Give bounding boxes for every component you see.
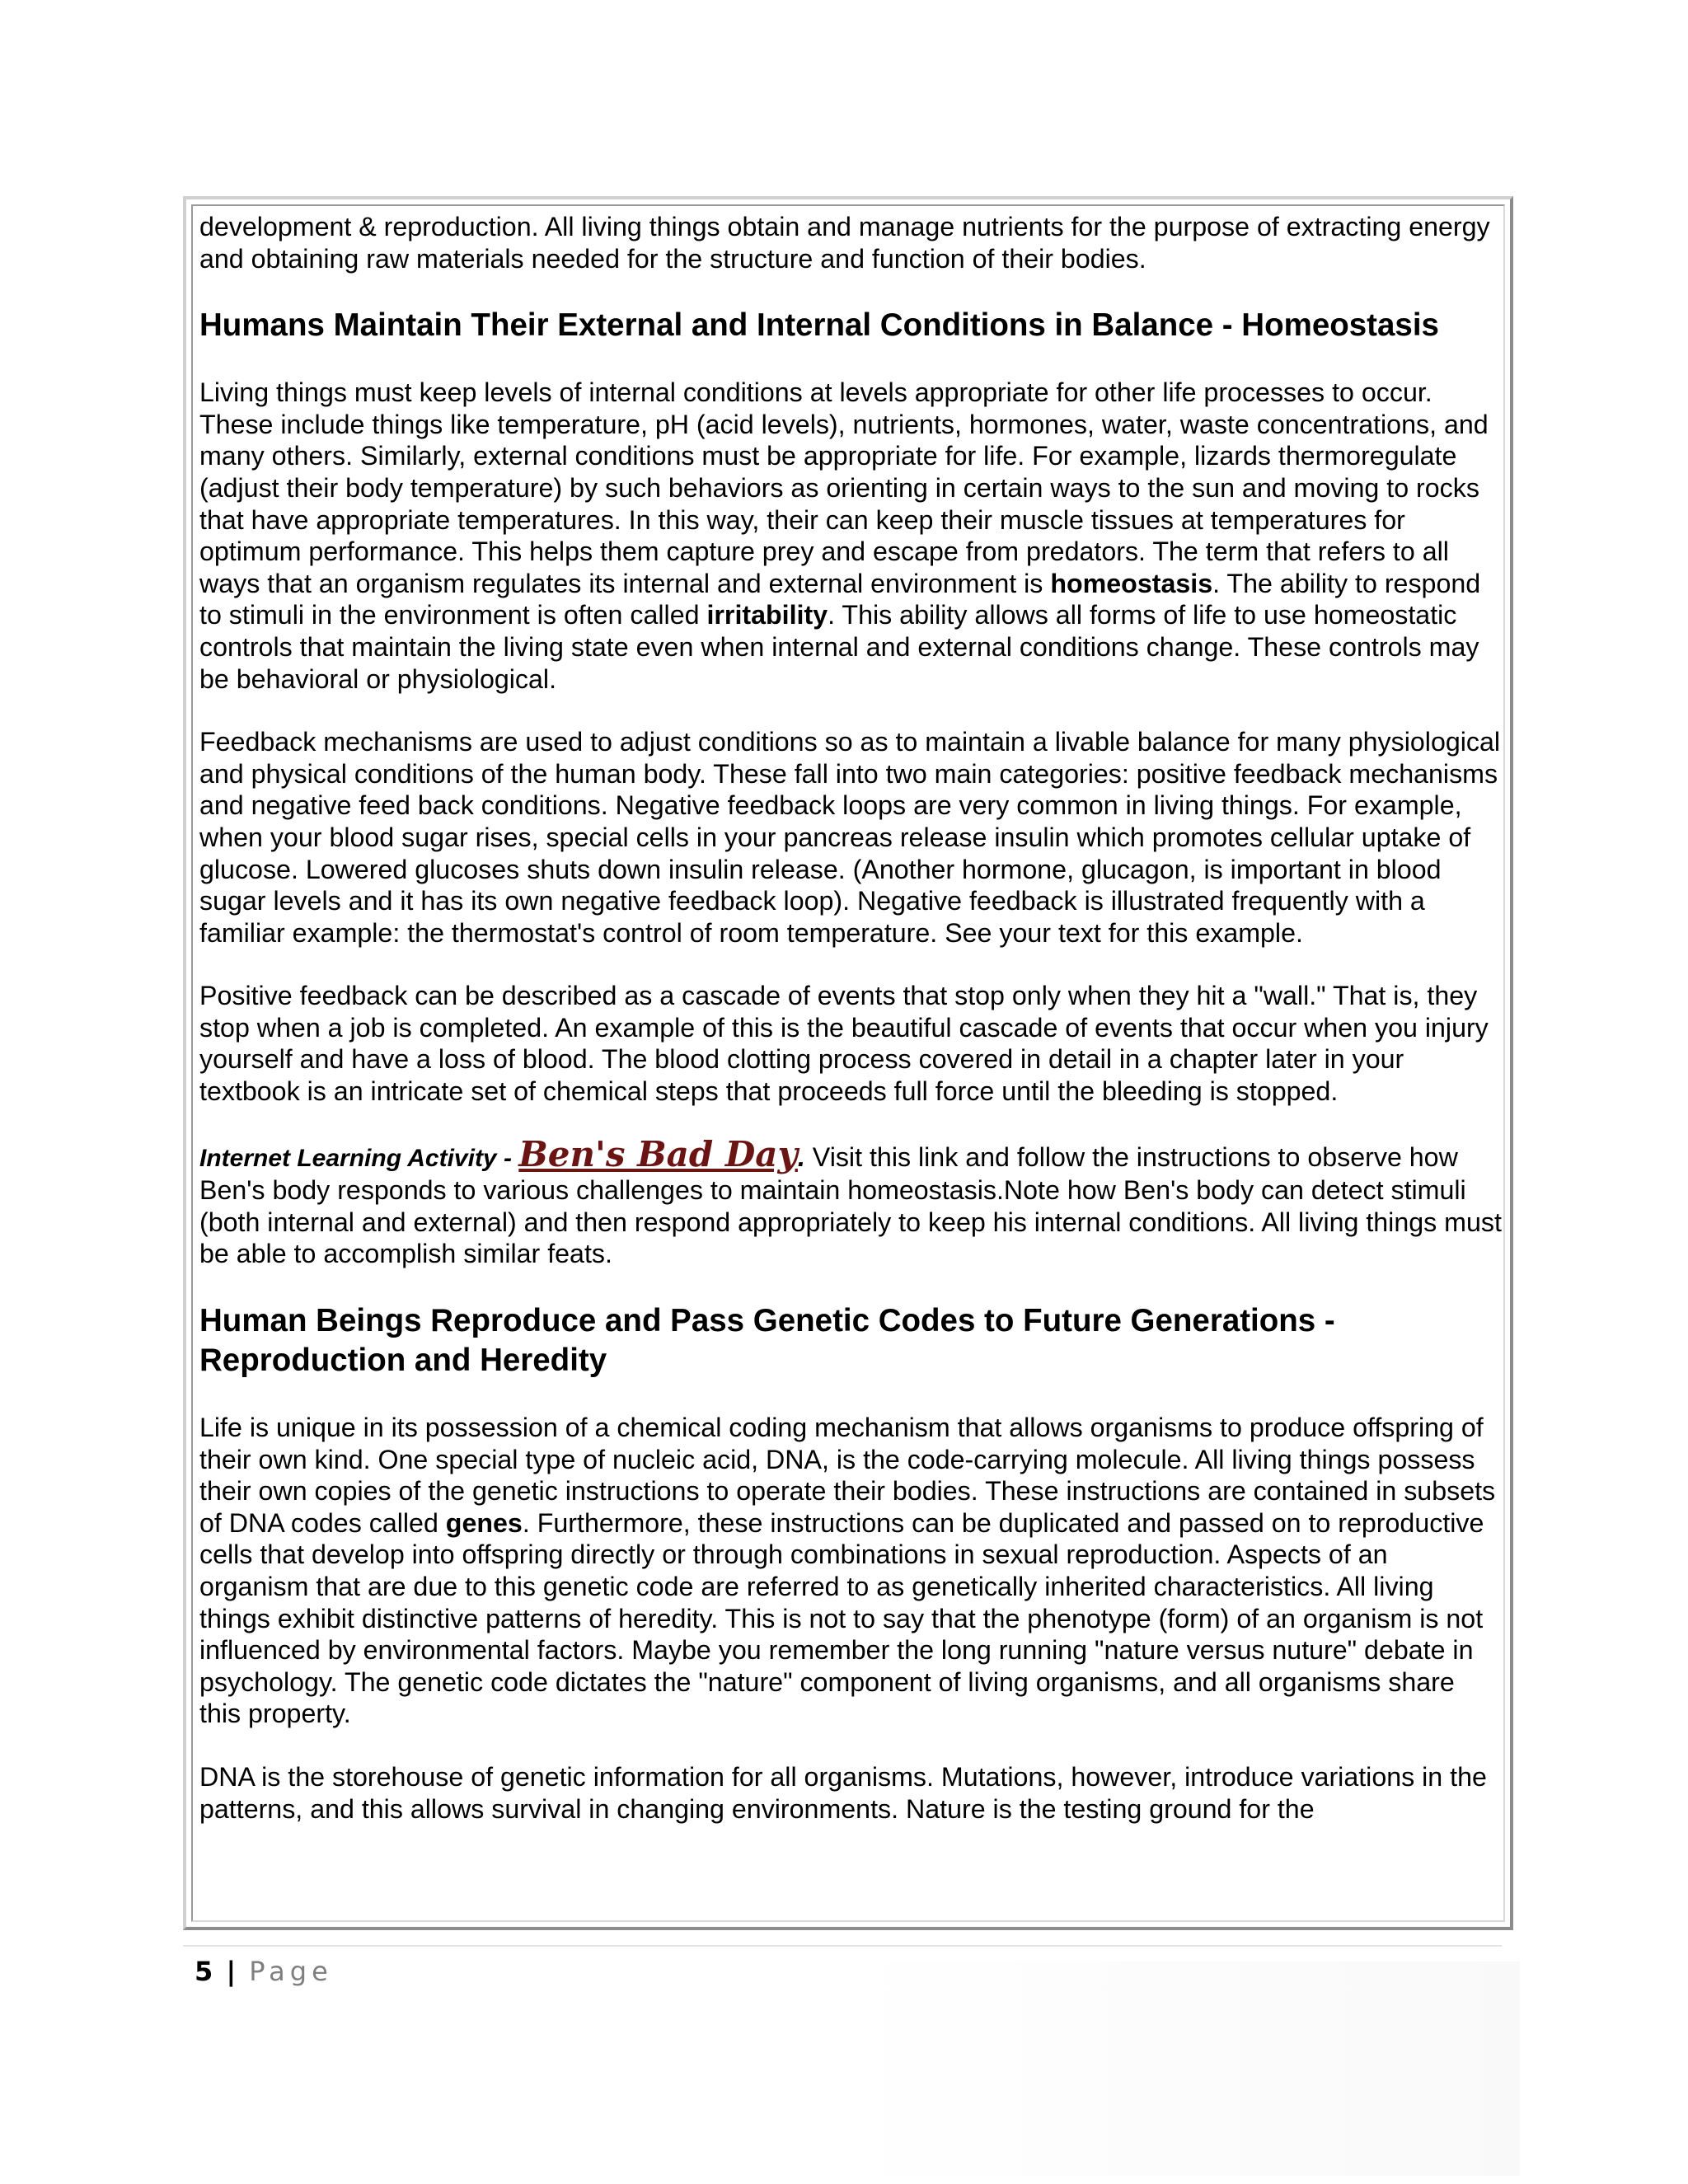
reproduction-text-a: Life is unique in its possession of a chemical coding mechanism that allows organisms to produce offspring of their own kind. One special type of nucleic acid, DNA, is the code-carrying molecule. All living things possess their own copies of the genetic instructions to operate their bodies. These instructions are contained in subsets of DNA codes called [199, 1413, 1496, 1538]
activity-text: Visit this link and follow the instructions to observe how Ben's body responds to various challenges to maintain homeostasis.Note how Ben's body can detect stimuli (both internal and external) and then respond appropriately to keep his internal conditions. All living things must be able to accomplish similar feats. [199, 1141, 1502, 1269]
content-frame [183, 196, 1513, 1930]
document-body [199, 211, 1502, 1825]
homeostasis-heading: Humans Maintain Their External and Internal Conditions in Balance - Homeostasis [199, 307, 1439, 344]
genes-term: genes [445, 1507, 523, 1538]
homeostasis-paragraph [199, 377, 1502, 695]
page-footer [195, 1955, 333, 1988]
reproduction-heading: Human Beings Reproduce and Pass Genetic Codes to Future Generations - Reproduction and Heredity [199, 1303, 1335, 1379]
activity-period: . [797, 1141, 805, 1172]
homeostasis-term: homeostasis [1050, 568, 1213, 598]
intro-paragraph: development & reproduction. All living things obtain and manage nutrients for the purpose of extracting energy and obtaining raw materials needed for the structure and function of their bodies. [199, 212, 1490, 274]
feedback-paragraph: Feedback mechanisms are used to adjust conditions so as to maintain a livable balance for many physiological and physical conditions of the human body. These fall into two main categories: positive feedback mechanisms and negative feed back conditions. Negative feedback loops are very common in living things. For example, when your blood sugar rises, special cells in your pancreas release insulin which promotes cellular uptake of glucose. Lowered glucoses shuts down insulin release. (Another hormone, glucagon, is important in blood sugar levels and it has its own negative feedback loop). Negative feedback is illustrated frequently with a familiar example: the thermostat's control of room temperature. See your text for this example. [199, 727, 1501, 948]
homeostasis-text-b: . The ability to respond to stimuli in the environment is often called [199, 568, 1481, 630]
footer-divider [183, 1945, 1502, 1947]
activity-label: Internet Learning Activity - [199, 1144, 519, 1172]
page-separator: | [226, 1956, 237, 1987]
reproduction-paragraph [199, 1412, 1502, 1730]
page-number: 5 [195, 1956, 213, 1987]
reproduction-text-b: . Furthermore, these instructions can be duplicated and passed on to reproductive cells that develop into offspring directly or through combinations in sexual reproduction. Aspects of an organism that are due to this genetic code are referred to as genetically inherited characteristics. All living things exhibit distinctive patterns of heredity. This is not to say that the phenotype (form) of an organism is not influenced by environmental factors. Maybe you remember the long running "nature versus nuture" debate in psychology. The genetic code dictates the "nature" component of living organisms, and all organisms share this property. [199, 1507, 1484, 1729]
content-frame-inner [191, 204, 1505, 1922]
page-label: Page [249, 1956, 333, 1987]
irritability-term: irritability [706, 600, 828, 630]
bens-bad-day-link[interactable]: Ben's Bad Day [518, 1133, 798, 1174]
page-shade [844, 1961, 1520, 2176]
dna-paragraph: DNA is the storehouse of genetic information for all organisms. Mutations, however, introduce variations in the patterns, and this allows survival in changing environments. Nature is the testing ground for the [199, 1761, 1487, 1824]
internet-activity-paragraph [199, 1133, 1502, 1270]
homeostasis-text-a: Living things must keep levels of internal conditions at levels appropriate for other life processes to occur. These include things like temperature, pH (acid levels), nutrients, hormones, water, waste concentrations, and many others. Similarly, external conditions must be appropriate for life. For example, lizards thermoregulate (adjust their body temperature) by such behaviors as orienting in certain ways to the sun and moving to rocks that have appropriate temperatures. In this way, their can keep their muscle tissues at temperatures for optimum performance. This helps them capture prey and escape from predators. The term that refers to all ways that an organism regulates its internal and external environment is [199, 377, 1489, 598]
homeostasis-text-c: . This ability allows all forms of life to use homeostatic controls that maintain the living state even when internal and external conditions change. These controls may be behavioral or physiological. [199, 600, 1479, 694]
positive-feedback-paragraph: Positive feedback can be described as a cascade of events that stop only when they hit a "wall." That is, they stop when a job is completed. An example of this is the beautiful cascade of events that occur when you injury yourself and have a loss of blood. The blood clotting process covered in detail in a chapter later in your textbook is an intricate set of chemical steps that proceeds full force until the bleeding is stopped. [199, 981, 1489, 1107]
